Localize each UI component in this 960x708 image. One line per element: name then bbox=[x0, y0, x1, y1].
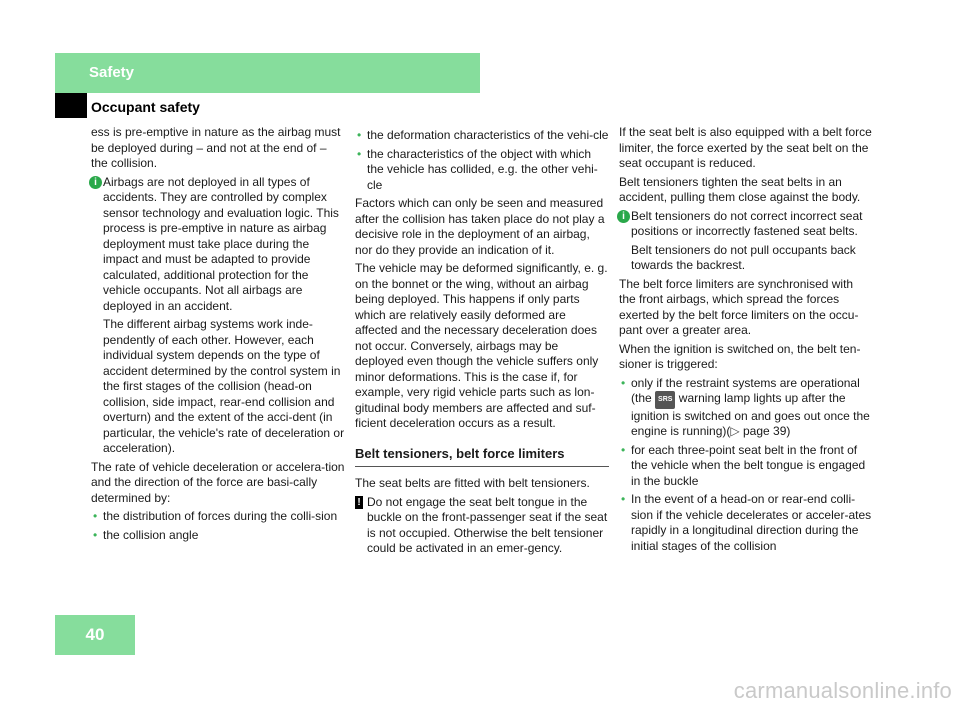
paragraph: ess is pre-emptive in nature as the airbag must be deployed during – and not at the end of – the collision. bbox=[91, 125, 341, 170]
section-tab bbox=[55, 53, 480, 93]
srs-warning-lamp-icon: SRS bbox=[655, 391, 675, 409]
list-item: • the collision angle bbox=[91, 528, 345, 544]
page-reference-link[interactable]: page 39) bbox=[742, 424, 791, 438]
list-item: • the characteristics of the object with which the vehicle has collided, e.g. the other vehi-cle bbox=[355, 147, 609, 194]
note-text: Belt tensioners do not pull occupants back towards the backrest. bbox=[631, 242, 856, 272]
page-title: Occupant safety bbox=[91, 99, 200, 115]
info-note bbox=[619, 209, 873, 274]
list-item: • In the event of a head-on or rear-end colli-sion if the vehicle decelerates or acceler-ates rapidly in a longitudinal direction during the initial stages of the collision bbox=[619, 492, 873, 554]
column-2 bbox=[355, 125, 609, 560]
chapter-marker bbox=[55, 93, 87, 118]
paragraph: The vehicle may be deformed significantly, e. g. on the bonnet or the wing, without an airbag being deployed. This happens if only parts which are relatively easily deformed are affected and the necessary deceleration does not occur. Conversely, airbags may be deployed even though the vehicle suffers only minor deformations. This is the case if, for example, very rigid vehicle parts such as lon-gitudinal body members are affected and suf-ficient deceleration occurs as a result. bbox=[355, 261, 608, 430]
column-3 bbox=[619, 125, 873, 557]
paragraph: The rate of vehicle deceleration or accelera-tion and the direction of the force are basi-cally determined by: bbox=[91, 459, 345, 505]
list-item: • the deformation characteristics of the vehi-cle bbox=[355, 128, 609, 144]
list-item bbox=[619, 376, 873, 440]
paragraph: If the seat belt is also equipped with a belt force limiter, the force exerted by the seat belt on the seat occupant is reduced. bbox=[619, 125, 872, 170]
note-text: Belt tensioners do not correct incorrect seat positions or incorrectly fastened seat belts. bbox=[631, 208, 863, 238]
list-item: • for each three-point seat belt in the front of the vehicle when the belt tongue is engaged in the buckle bbox=[619, 443, 873, 490]
paragraph: The seat belts are fitted with belt tensioners. bbox=[355, 476, 590, 490]
paragraph: When the ignition is switched on, the belt ten-sioner is triggered: bbox=[619, 341, 861, 371]
column-1 bbox=[91, 125, 345, 546]
info-icon: i bbox=[89, 176, 102, 189]
note-text: Airbags are not deployed in all types of accidents. They are controlled by complex sensor technology and evaluation logic. This process is pre-emptive in nature as airbag deployment must take place during the impact and must be adapted to provide calculated, additional protection for the vehicle occupants. Not all airbags are deployed in an accident. bbox=[103, 174, 339, 313]
list-item: • the distribution of forces during the colli-sion bbox=[91, 509, 345, 525]
bullet-text: warning lamp lights up after the ignition is switched on and goes out once the engine is running)( bbox=[631, 391, 870, 438]
page-number: 40 bbox=[85, 625, 105, 644]
warning-text: Do not engage the seat belt tongue in the buckle on the front-passenger seat if the seat is not occupied. Otherwise the belt tensioner could be activated in an emer-gency. bbox=[367, 494, 608, 555]
subheading: Belt tensioners, belt force limiters bbox=[355, 446, 609, 468]
bullet-text: only if the restraint systems are operational (the bbox=[631, 375, 860, 405]
page-ref-arrow-icon: ▷ bbox=[730, 424, 740, 438]
page-number-box bbox=[55, 615, 135, 655]
info-note bbox=[91, 175, 345, 457]
note-text: The different airbag systems work inde-pendently of each other. However, each individual system depends on the type of accident determined by the control system in the first stages of the collision (head-on collision, side impact, rear-end collision and overturn) and the extent of the acci-dent (in particular, the vehicle's rate of deceleration or acceleration). bbox=[103, 317, 345, 455]
warning-icon: ! bbox=[355, 496, 363, 509]
warning-note bbox=[355, 495, 609, 557]
paragraph: Factors which can only be seen and measured after the collision has taken place do not play a decisive role in the deployment of an airbag, nor do they provide an indication of it. bbox=[355, 196, 605, 257]
paragraph: Belt tensioners tighten the seat belts in an accident, pulling them close against the body. bbox=[619, 174, 861, 204]
paragraph: The belt force limiters are synchronised with the front airbags, which spread the forces exerted by the belt force limiters on the occu-pant over a greater area. bbox=[619, 276, 859, 337]
info-icon: i bbox=[617, 210, 630, 223]
watermark: carmanualsonline.info bbox=[733, 678, 952, 703]
section-tab-label: Safety bbox=[89, 64, 135, 81]
